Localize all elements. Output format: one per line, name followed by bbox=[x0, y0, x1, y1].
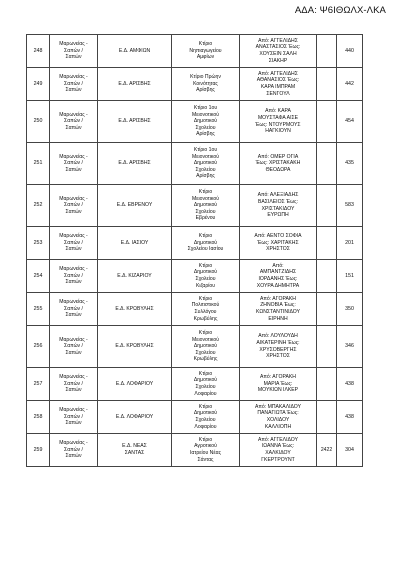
municipality-cell: Μαρωνείας - Σαπών / Σαπών bbox=[50, 185, 98, 227]
extra-cell bbox=[317, 101, 337, 143]
ada-code: ΑΔΑ: Ψ6ΙΘΩΛΧ-ΛΚΑ bbox=[294, 5, 386, 16]
municipality-cell: Μαρωνείας - Σαπών / Σαπών bbox=[50, 35, 98, 68]
extra-cell: 2422 bbox=[317, 434, 337, 467]
building-cell: Κτίριο 1ου Μειονοτικού Δημοτικού Σχολείου Αρίσβης bbox=[172, 143, 240, 185]
station-number: 253 bbox=[27, 227, 50, 260]
boundaries-cell: Από: ΑΓΓΕΛΙΔΟΥ ΙΩΑΝΝΑ Έως: ΧΑΛΚΙΔΟΥ ΓΚΕΡΤΡΟΥΝΤ bbox=[240, 434, 317, 467]
voters-cell: 304 bbox=[337, 434, 363, 467]
boundaries-cell: Από: ΑΓΓΕΛΙΔΗΣ ΑΝΑΣΤΑΣΙΟΣ Έως: ΧΟΥΣΕΙΝ ΣΑΛΗ ΣΙΑΚΗΡ bbox=[240, 35, 317, 68]
building-cell: Κτίριο Νηπιαγωγείου Αμφίων bbox=[172, 35, 240, 68]
table-row bbox=[27, 68, 363, 101]
district-cell: Ε.Δ. ΑΡΙΣΒΗΣ bbox=[98, 68, 172, 101]
boundaries-cell: Από: ΑΕΝΤΟ ΣΟΦΙΑ Έως: ΧΑΡΙΤΑΚΗΣ ΧΡΗΣΤΟΣ bbox=[240, 227, 317, 260]
district-cell: Ε.Δ. ΛΟΦΑΡΙΟΥ bbox=[98, 368, 172, 401]
boundaries-cell: Από: ΑΓΟΡΑΚΗ ΖΗΝΟΒΙΑ Έως: ΚΩΝΣΤΑΝΤΙΝΙΔΟΥ ΕΙΡΗΝΗ bbox=[240, 293, 317, 326]
station-number: 249 bbox=[27, 68, 50, 101]
voters-cell: 201 bbox=[337, 227, 363, 260]
boundaries-cell: Από: ΟΜΕΡ ΟΓΙΑ Έως: ΧΡΙΣΤΑΚΑΚΗ ΘΕΟΔΩΡΑ bbox=[240, 143, 317, 185]
station-number: 256 bbox=[27, 326, 50, 368]
extra-cell bbox=[317, 368, 337, 401]
municipality-cell: Μαρωνείας - Σαπών / Σαπών bbox=[50, 326, 98, 368]
voters-cell: 151 bbox=[337, 260, 363, 293]
district-cell: Ε.Δ. ΑΜΦΙΩΝ bbox=[98, 35, 172, 68]
municipality-cell: Μαρωνείας - Σαπών / Σαπών bbox=[50, 101, 98, 143]
extra-cell bbox=[317, 401, 337, 434]
station-number: 259 bbox=[27, 434, 50, 467]
municipality-cell: Μαρωνείας - Σαπών / Σαπών bbox=[50, 401, 98, 434]
extra-cell bbox=[317, 326, 337, 368]
station-number: 254 bbox=[27, 260, 50, 293]
table-row bbox=[27, 368, 363, 401]
voters-cell: 438 bbox=[337, 368, 363, 401]
extra-cell bbox=[317, 68, 337, 101]
table-row bbox=[27, 101, 363, 143]
boundaries-cell: Από: ΜΠΑΚΑΛΙΔΟΥ ΠΑΝΑΓΙΩΤΑ Έως: ΧΟΛΙΔΟΥ ΚΑΛΛΙΟΠΗ bbox=[240, 401, 317, 434]
building-cell: Κτίριο Αγροτικού Ιατρείου Νέας Σάντας bbox=[172, 434, 240, 467]
building-cell: Κτίριο Πρώην Κοινότητας Αρίσβης bbox=[172, 68, 240, 101]
voters-cell: 435 bbox=[337, 143, 363, 185]
municipality-cell: Μαρωνείας - Σαπών / Σαπών bbox=[50, 227, 98, 260]
extra-cell bbox=[317, 185, 337, 227]
municipality-cell: Μαρωνείας - Σαπών / Σαπών bbox=[50, 293, 98, 326]
table-body bbox=[27, 35, 363, 467]
district-cell: Ε.Δ. ΝΕΑΣ ΣΑΝΤΑΣ bbox=[98, 434, 172, 467]
station-number: 250 bbox=[27, 101, 50, 143]
voters-cell: 440 bbox=[337, 35, 363, 68]
municipality-cell: Μαρωνείας - Σαπών / Σαπών bbox=[50, 143, 98, 185]
building-cell: Κτίριο Δημοτικού Σχολείου Λοφαρίου bbox=[172, 368, 240, 401]
municipality-cell: Μαρωνείας - Σαπών / Σαπών bbox=[50, 434, 98, 467]
district-cell: Ε.Δ. ΚΡΩΒΥΛΗΣ bbox=[98, 293, 172, 326]
municipality-cell: Μαρωνείας - Σαπών / Σαπών bbox=[50, 368, 98, 401]
extra-cell bbox=[317, 227, 337, 260]
voters-cell: 454 bbox=[337, 101, 363, 143]
table-row bbox=[27, 326, 363, 368]
district-cell: Ε.Δ. ΙΑΣΙΟΥ bbox=[98, 227, 172, 260]
district-cell: Ε.Δ. ΕΒΡΕΝΟΥ bbox=[98, 185, 172, 227]
voters-cell: 350 bbox=[337, 293, 363, 326]
voters-cell: 442 bbox=[337, 68, 363, 101]
voters-cell: 583 bbox=[337, 185, 363, 227]
building-cell: Κτίριο Δημοτικού Σχολείου Κιζαρίου bbox=[172, 260, 240, 293]
extra-cell bbox=[317, 143, 337, 185]
station-number: 257 bbox=[27, 368, 50, 401]
district-cell: Ε.Δ. ΚΡΩΒΥΛΗΣ bbox=[98, 326, 172, 368]
polling-stations-table bbox=[26, 34, 363, 467]
station-number: 252 bbox=[27, 185, 50, 227]
boundaries-cell: Από: ΑΜΠΑΝΤΖΙΔΗΣ ΙΟΡΔΑΝΗΣ Έως: ΧΟΥΡΑ ΔΗΜΗΤΡΑ bbox=[240, 260, 317, 293]
boundaries-cell: Από: ΛΟΥΛΟΥΔΗ ΑΙΚΑΤΕΡΙΝΗ Έως: ΧΡΥΣΟΒΕΡΓΗΣ ΧΡΗΣΤΟΣ bbox=[240, 326, 317, 368]
table-row bbox=[27, 260, 363, 293]
boundaries-cell: Από: ΑΓΟΡΑΚΗ ΜΑΡΙΑ Έως: ΜΟΥΚΙΩΝ ΙΛΚΕΡ bbox=[240, 368, 317, 401]
table-row bbox=[27, 35, 363, 68]
voters-cell: 438 bbox=[337, 401, 363, 434]
table-row bbox=[27, 185, 363, 227]
extra-cell bbox=[317, 35, 337, 68]
boundaries-cell: Από: ΚΑΡΑ ΜΟΥΣΤΑΦΑ ΑΙΣΕ Έως: ΝΤΟΥΡΜΟΥΣ ΗΑΓΚΙΟΥΝ bbox=[240, 101, 317, 143]
district-cell: Ε.Δ. ΑΡΙΣΒΗΣ bbox=[98, 143, 172, 185]
station-number: 248 bbox=[27, 35, 50, 68]
boundaries-cell: Από: ΑΛΕΞΙΑΔΗΣ ΒΑΣΙΛΕΙΟΣ Έως: ΧΡΙΣΤΑΚΙΔΟΥ ΕΥΡΩΠΗ bbox=[240, 185, 317, 227]
extra-cell bbox=[317, 260, 337, 293]
table-row bbox=[27, 401, 363, 434]
station-number: 255 bbox=[27, 293, 50, 326]
table-row bbox=[27, 227, 363, 260]
station-number: 251 bbox=[27, 143, 50, 185]
voters-cell: 346 bbox=[337, 326, 363, 368]
district-cell: Ε.Δ. ΛΟΦΑΡΙΟΥ bbox=[98, 401, 172, 434]
table-row bbox=[27, 143, 363, 185]
building-cell: Κτίριο Δημοτικού Σχολείου Λοφαρίου bbox=[172, 401, 240, 434]
extra-cell bbox=[317, 293, 337, 326]
boundaries-cell: Από: ΑΓΓΕΛΙΔΗΣ ΑΘΑΝΑΣΙΟΣ Έως: ΚΑΡΑ ΙΜΠΡΑΜ ΣΕΝΓΟΥΛ bbox=[240, 68, 317, 101]
building-cell: Κτίριο 1ου Μειονοτικού Δημοτικού Σχολείου Αρίσβης bbox=[172, 101, 240, 143]
station-number: 258 bbox=[27, 401, 50, 434]
municipality-cell: Μαρωνείας - Σαπών / Σαπών bbox=[50, 260, 98, 293]
municipality-cell: Μαρωνείας - Σαπών / Σαπών bbox=[50, 68, 98, 101]
district-cell: Ε.Δ. ΚΙΖΑΡΙΟΥ bbox=[98, 260, 172, 293]
building-cell: Κτίριο Μειονοτικού Δημοτικού Σχολείου Κρωβύλης bbox=[172, 326, 240, 368]
building-cell: Κτίριο Δημοτικού Σχολείου Ιασίου bbox=[172, 227, 240, 260]
table-row bbox=[27, 293, 363, 326]
district-cell: Ε.Δ. ΑΡΙΣΒΗΣ bbox=[98, 101, 172, 143]
table-row bbox=[27, 434, 363, 467]
building-cell: Κτίριο Μειονοτικού Δημοτικού Σχολείου Εβρένου bbox=[172, 185, 240, 227]
building-cell: Κτίριο Πολιτιστικού Συλλόγου Κρωβύλης bbox=[172, 293, 240, 326]
